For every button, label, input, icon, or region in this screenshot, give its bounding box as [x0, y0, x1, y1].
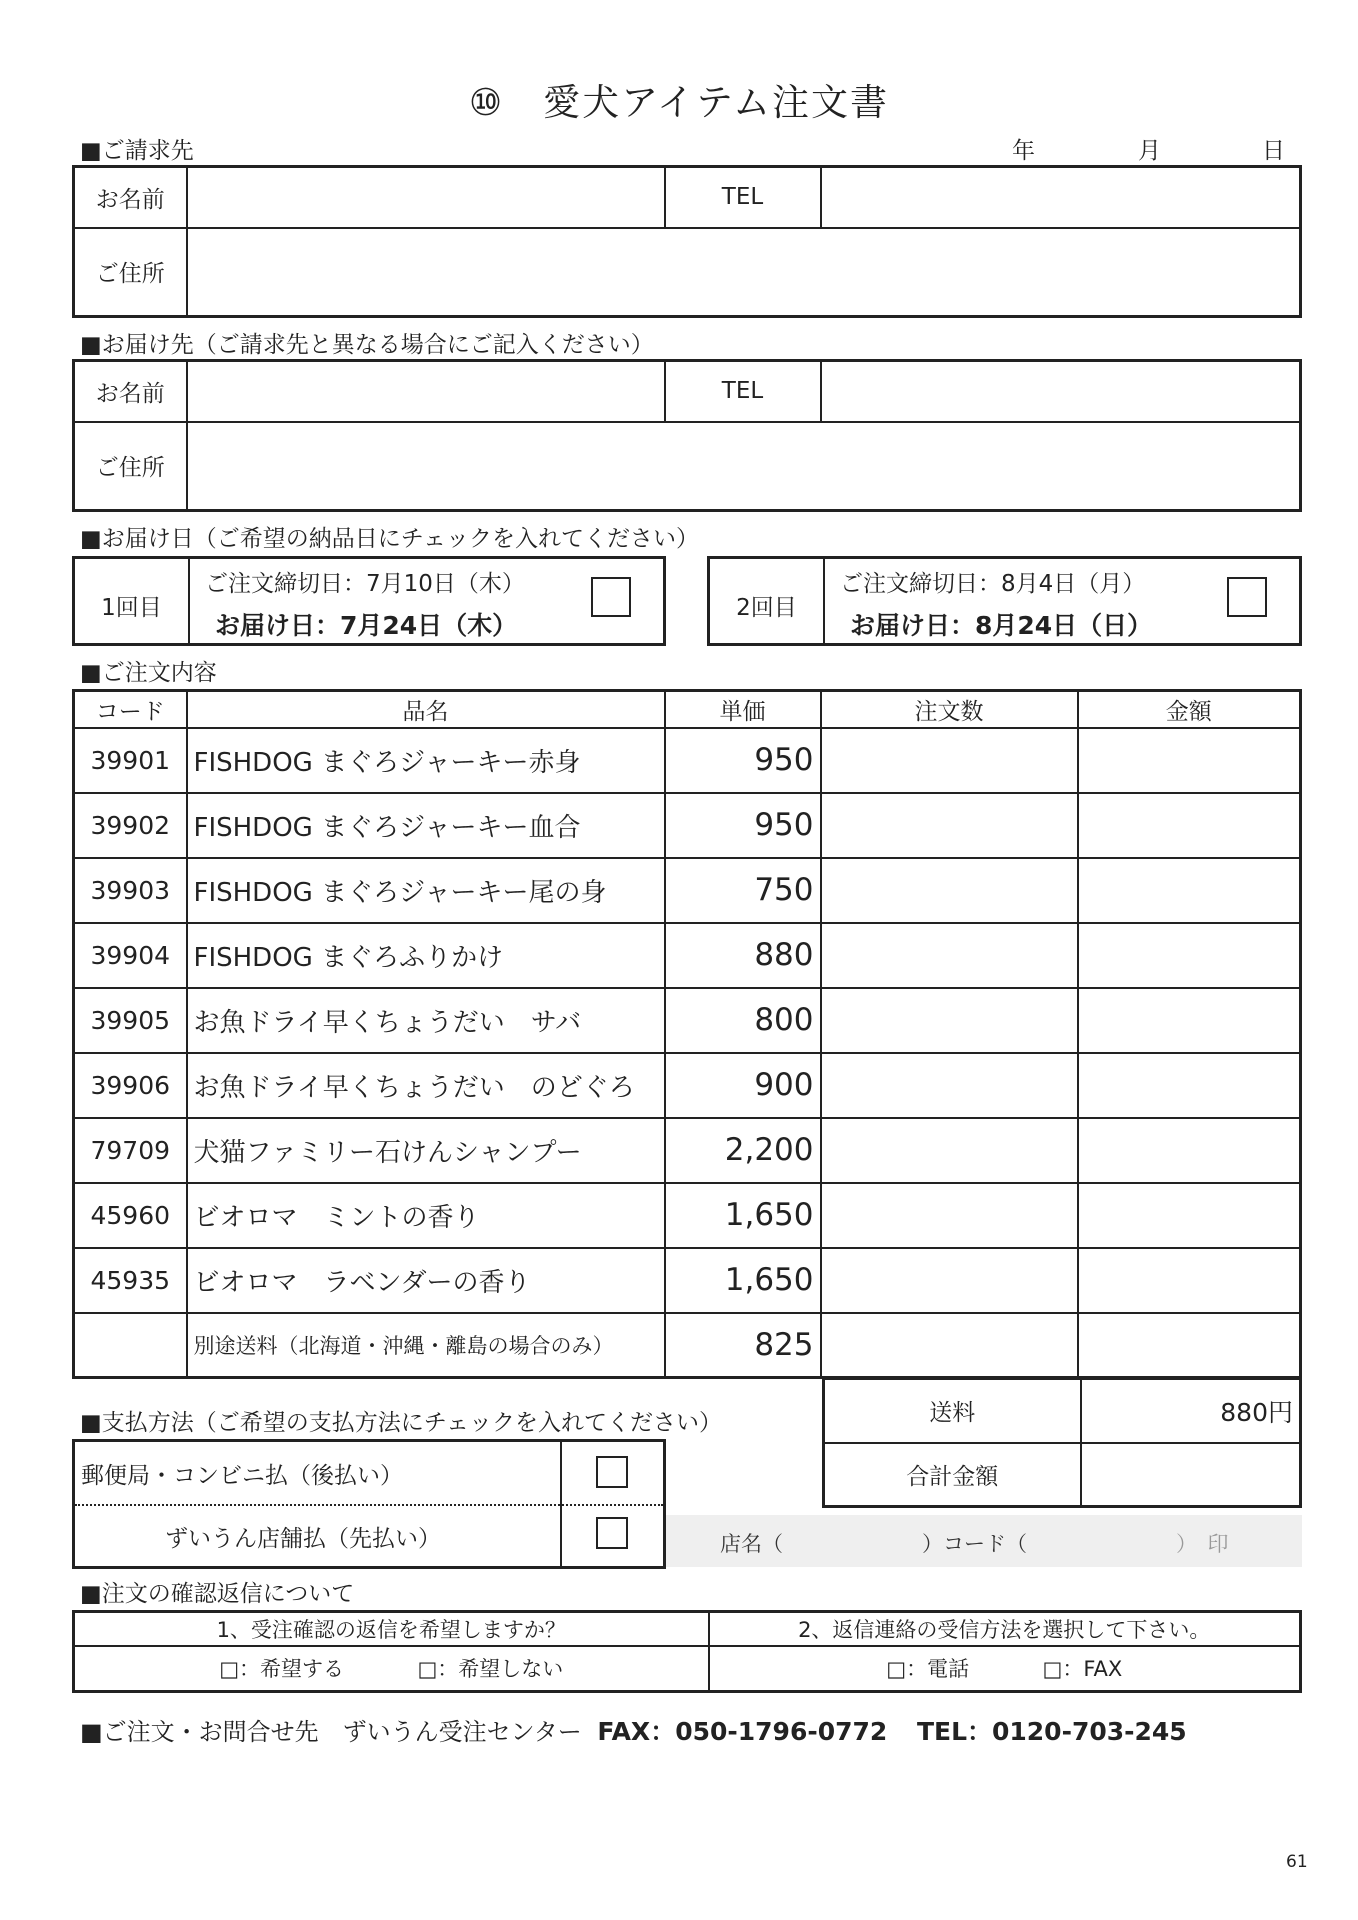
delivery-date-1: お届け日：7月24日（木） [215, 611, 518, 640]
total-amount-field[interactable] [1081, 1443, 1301, 1507]
confirmation-question-1: 1、受注確認の返信を希望しますか？ [74, 1612, 709, 1646]
contact-line [80, 1712, 1187, 1748]
extra-shipping-row [74, 1313, 1301, 1378]
delivery-round-2: 2回目 [736, 595, 797, 621]
table-row [74, 1248, 1301, 1313]
amount-field[interactable] [1078, 728, 1301, 793]
table-row [74, 1053, 1301, 1118]
amount-field[interactable] [1078, 1183, 1301, 1248]
date-month-label: 月 [1138, 138, 1161, 164]
contact-fax: FAX：050-1796-0772 [597, 1717, 888, 1746]
shipping-tel-label: TEL [665, 361, 821, 422]
shop-info-bar [666, 1515, 1302, 1567]
item-code: 45935 [74, 1248, 187, 1313]
quantity-field[interactable] [821, 1183, 1078, 1248]
item-name: 犬猫ファミリー石けんシャンプー [187, 1118, 665, 1183]
extra-shipping-amount-field[interactable] [1078, 1313, 1301, 1378]
shipping-name-field[interactable] [187, 361, 665, 422]
extra-shipping-quantity-field[interactable] [821, 1313, 1078, 1378]
delivery-checkbox-1[interactable] [591, 577, 631, 617]
reply-fax-option[interactable]: □：FAX [1042, 1657, 1123, 1682]
column-header-name: 品名 [187, 691, 665, 728]
item-price: 900 [665, 1053, 821, 1118]
billing-address-label: ご住所 [74, 228, 187, 317]
extra-shipping-price: 825 [665, 1313, 821, 1378]
reply-not-wanted-option[interactable]: □：希望しない [417, 1657, 564, 1682]
amount-field[interactable] [1078, 988, 1301, 1053]
billing-heading: ■ご請求先 [80, 138, 194, 164]
amount-field[interactable] [1078, 858, 1301, 923]
confirmation-table [72, 1610, 1302, 1693]
table-row [74, 988, 1301, 1053]
delivery-option-1 [72, 556, 666, 646]
item-code: 39902 [74, 793, 187, 858]
billing-address-field[interactable] [187, 228, 1301, 317]
table-row [74, 793, 1301, 858]
item-name: FISHDOG まぐろジャーキー尾の身 [187, 858, 665, 923]
confirmation-heading: ■注文の確認返信について [80, 1581, 355, 1607]
delivery-date-2: お届け日：8月24日（日） [850, 611, 1153, 640]
payment-option-store: ずいうん店舗払（先払い） [165, 1526, 441, 1552]
totals-table [822, 1377, 1302, 1508]
quantity-field[interactable] [821, 923, 1078, 988]
item-name: お魚ドライ早くちょうだい サバ [187, 988, 665, 1053]
payment-table [72, 1439, 666, 1569]
shipping-name-label: お名前 [74, 361, 187, 422]
item-name: FISHDOG まぐろジャーキー血合 [187, 793, 665, 858]
shipping-heading: ■お届け先（ご請求先と異なる場合にご記入ください） [80, 332, 654, 358]
shop-name-label: 店名（ [720, 1532, 783, 1556]
contact-tel: TEL：0120-703-245 [916, 1717, 1187, 1746]
item-price: 1,650 [665, 1183, 821, 1248]
item-code: 39901 [74, 728, 187, 793]
item-price: 2,200 [665, 1118, 821, 1183]
table-row [74, 728, 1301, 793]
amount-field[interactable] [1078, 1053, 1301, 1118]
delivery-checkbox-2[interactable] [1227, 577, 1267, 617]
item-price: 950 [665, 728, 821, 793]
quantity-field[interactable] [821, 1118, 1078, 1183]
shop-code-label: ）コード（ [922, 1532, 1027, 1556]
amount-field[interactable] [1078, 793, 1301, 858]
delivery-deadline-2: ご注文締切日：8月4日（月） [840, 571, 1146, 597]
billing-tel-label: TEL [665, 167, 821, 228]
payment-option-postal: 郵便局・コンビニ払（後払い） [81, 1463, 403, 1489]
item-code: 39905 [74, 988, 187, 1053]
item-name: FISHDOG まぐろジャーキー赤身 [187, 728, 665, 793]
item-name: お魚ドライ早くちょうだい のどぐろ [187, 1053, 665, 1118]
payment-checkbox-postal[interactable] [596, 1456, 628, 1488]
item-code: 39906 [74, 1053, 187, 1118]
shipping-address-field[interactable] [187, 422, 1301, 511]
item-price: 800 [665, 988, 821, 1053]
reply-phone-option[interactable]: □：電話 [886, 1657, 970, 1682]
payment-checkbox-store[interactable] [596, 1517, 628, 1549]
billing-tel-field[interactable] [821, 167, 1301, 228]
shipping-fee-value: 880円 [1081, 1379, 1301, 1443]
item-code: 39903 [74, 858, 187, 923]
item-price: 1,650 [665, 1248, 821, 1313]
seal-label: ） 印 [1176, 1532, 1229, 1556]
table-row [74, 1183, 1301, 1248]
quantity-field[interactable] [821, 728, 1078, 793]
quantity-field[interactable] [821, 793, 1078, 858]
shipping-tel-field[interactable] [821, 361, 1301, 422]
page-title: ⑩ 愛犬アイテム注文書 [469, 81, 889, 124]
amount-field[interactable] [1078, 923, 1301, 988]
shipping-table [72, 359, 1302, 512]
billing-table [72, 165, 1302, 318]
total-amount-label: 合計金額 [824, 1443, 1081, 1507]
item-price: 950 [665, 793, 821, 858]
amount-field[interactable] [1078, 1248, 1301, 1313]
shipping-fee-label: 送料 [824, 1379, 1081, 1443]
billing-name-field[interactable] [187, 167, 665, 228]
item-code: 45960 [74, 1183, 187, 1248]
table-row [74, 1118, 1301, 1183]
table-row [74, 858, 1301, 923]
date-day-label: 日 [1262, 138, 1285, 164]
delivery-option-2 [707, 556, 1302, 646]
item-code: 39904 [74, 923, 187, 988]
item-name: ビオロマ ラベンダーの香り [187, 1248, 665, 1313]
delivery-deadline-1: ご注文締切日：7月10日（木） [205, 571, 525, 597]
payment-heading: ■支払方法（ご希望の支払方法にチェックを入れてください） [80, 1410, 723, 1436]
extra-shipping-label: 別途送料（北海道・沖縄・離島の場合のみ） [187, 1313, 665, 1378]
item-name: ビオロマ ミントの香り [187, 1183, 665, 1248]
contact-prefix: ■ご注文・お問合せ先 ずいうん受注センター [80, 1718, 582, 1746]
page-number: 61 [1286, 1852, 1308, 1872]
date-year-label: 年 [1012, 138, 1035, 164]
table-row [74, 923, 1301, 988]
quantity-field[interactable] [821, 858, 1078, 923]
amount-field[interactable] [1078, 1118, 1301, 1183]
shipping-address-label: ご住所 [74, 422, 187, 511]
confirmation-question-2: 2、返信連絡の受信方法を選択して下さい。 [709, 1612, 1301, 1646]
item-name: FISHDOG まぐろふりかけ [187, 923, 665, 988]
item-price: 750 [665, 858, 821, 923]
column-header-price: 単価 [665, 691, 821, 728]
column-header-amount: 金額 [1078, 691, 1301, 728]
billing-name-label: お名前 [74, 167, 187, 228]
delivery-round-1: 1回目 [101, 595, 162, 621]
order-table [72, 689, 1302, 1379]
column-header-code: コード [74, 691, 187, 728]
reply-wanted-option[interactable]: □：希望する [219, 1657, 345, 1682]
order-heading: ■ご注文内容 [80, 660, 217, 686]
quantity-field[interactable] [821, 988, 1078, 1053]
item-code: 79709 [74, 1118, 187, 1183]
column-header-quantity: 注文数 [821, 691, 1078, 728]
item-price: 880 [665, 923, 821, 988]
quantity-field[interactable] [821, 1053, 1078, 1118]
quantity-field[interactable] [821, 1248, 1078, 1313]
delivery-heading: ■お届け日（ご希望の納品日にチェックを入れてください） [80, 526, 700, 552]
